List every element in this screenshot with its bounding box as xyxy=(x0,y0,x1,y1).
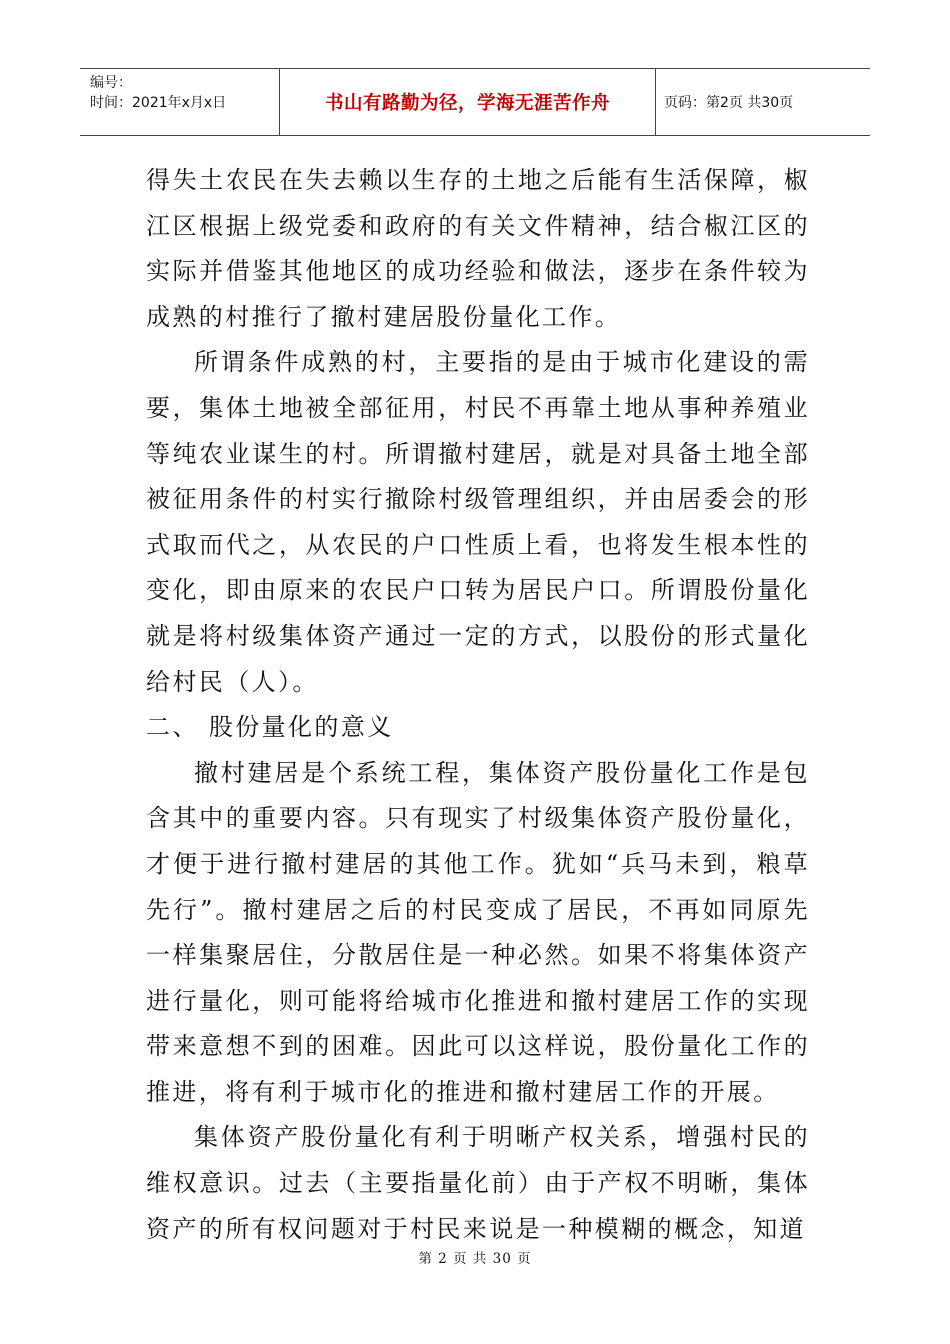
paragraph: 得失土农民在失去赖以生存的土地之后能有生活保障，椒江区根据上级党委和政府的有关文件精神，结合椒江区的实际并借鉴其他地区的成功经验和做法，逐步在条件较为成熟的村推行了撤村建居股份量化工作。 xyxy=(146,166,810,331)
header-meta xyxy=(80,69,280,135)
document-number-label: 编号： xyxy=(90,75,132,91)
paragraph: 集体资产股份量化有利于明晰产权关系，增强村民的维权意识。过去（主要指量化前）由于产权不明晰，集体资产的所有权问题对于村民来说是一种模糊的概念，知道 xyxy=(146,1123,810,1243)
document-body xyxy=(146,158,810,1252)
paragraph: 所谓条件成熟的村，主要指的是由于城市化建设的需要，集体土地被全部征用，村民不再靠土地从事种养殖业等纯农业谋生的村。所谓撤村建居，就是对具备土地全部被征用条件的村实行撤除村级管理组织，并由居委会的形式取而代之，从农民的户口性质上看，也将发生根本性的变化，即由原来的农民户口转为居民户口。所谓股份量化就是将村级集体资产通过一定的方式，以股份的形式量化给村民（人）。 xyxy=(146,348,810,696)
section-heading: 二、 股份量化的意义 xyxy=(146,713,394,742)
page-footer: 第 2 页 共 30 页 xyxy=(418,1251,532,1267)
header-motto: 书山有路勤为径，学海无涯苦作舟 xyxy=(280,69,656,135)
document-date-label: 时间：2021年x月x日 xyxy=(90,95,227,111)
header-page-label: 页码：第2页 共30页 xyxy=(664,95,794,111)
document-header xyxy=(80,68,870,136)
paragraph: 撤村建居是个系统工程，集体资产股份量化工作是包含其中的重要内容。只有现实了村级集体资产股份量化，才便于进行撤村建居的其他工作。犹如“兵马未到，粮草先行”。撤村建居之后的村民变成了居民，不再如同原先一样集聚居住，分散居住是一种必然。如果不将集体资产进行量化，则可能将给城市化推进和撤村建居工作的实现带来意想不到的困难。因此可以这样说，股份量化工作的推进，将有利于城市化的推进和撤村建居工作的开展。 xyxy=(146,758,810,1106)
